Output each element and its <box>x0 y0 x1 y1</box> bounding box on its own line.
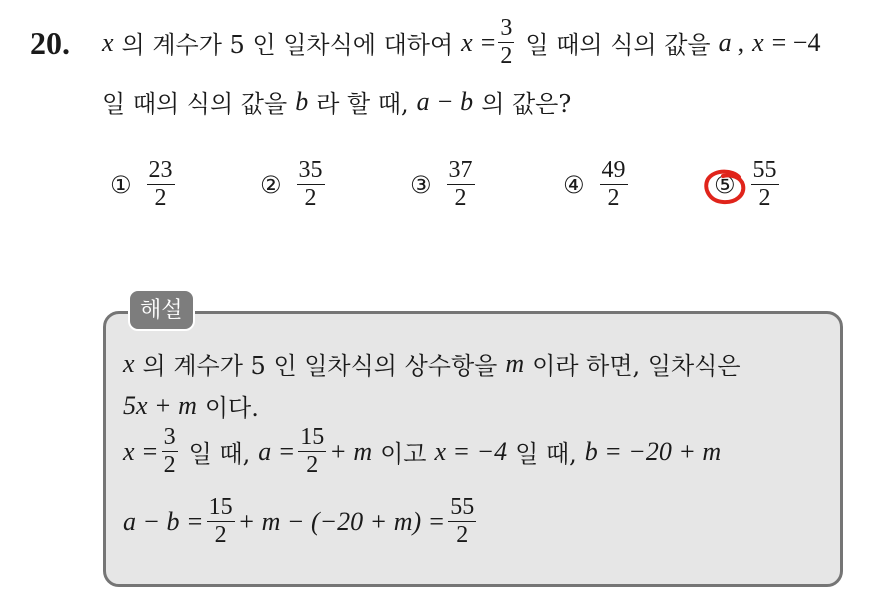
choice-marker: ⑤ <box>714 170 736 199</box>
fraction-denominator: 2 <box>454 185 467 212</box>
choice-fraction <box>147 158 175 211</box>
problem-line-1 <box>102 16 820 69</box>
var-a: a <box>718 27 732 57</box>
fraction-denominator: 2 <box>154 185 167 212</box>
equation-part: + m <box>329 436 373 466</box>
solution-text: 이다. <box>204 394 259 422</box>
choice-3[interactable] <box>410 158 478 211</box>
problem-text: 일 때의 식의 값을 <box>525 31 711 60</box>
problem-number: 20. <box>30 25 70 61</box>
fraction-denominator: 2 <box>758 185 771 212</box>
choice-marker: ① <box>110 170 132 199</box>
problem-line-2 <box>102 84 571 119</box>
choice-fraction <box>297 158 325 211</box>
solution-line-1 <box>123 346 741 381</box>
choice-4[interactable] <box>563 158 631 211</box>
var-b: b <box>295 86 309 116</box>
var-x: x <box>752 27 764 57</box>
fraction-numerator: 15 <box>300 424 325 450</box>
fraction <box>298 425 326 478</box>
solution-text: 일 때, <box>188 440 251 469</box>
choice-fraction <box>600 158 628 211</box>
choice-marker: ③ <box>410 170 432 199</box>
fraction-numerator: 3 <box>163 424 176 450</box>
var-m: m <box>505 348 525 378</box>
problem-text: 의 값은? <box>481 90 572 118</box>
solution-line-3 <box>123 425 721 478</box>
var-x: x <box>102 27 114 57</box>
equation-part: x = −4 <box>434 436 508 466</box>
choice-marker: ② <box>260 170 282 199</box>
fraction-numerator: 3 <box>500 15 513 41</box>
fraction-numerator: 55 <box>752 157 777 183</box>
fraction <box>207 495 235 548</box>
comma: , <box>737 27 745 57</box>
fraction-denominator: 2 <box>456 522 469 549</box>
choice-1[interactable] <box>110 158 178 211</box>
equation-part: + m − (−20 + m) = <box>237 506 446 536</box>
problem-text: 의 계수가 5 인 일차식에 대하여 <box>121 31 454 60</box>
fraction-numerator: 55 <box>450 494 475 520</box>
fraction-denominator: 2 <box>304 185 317 212</box>
equation-part: x = <box>123 436 159 466</box>
choice-2[interactable] <box>260 158 328 211</box>
fraction-numerator: 49 <box>601 157 626 183</box>
expression: 5x + m <box>123 390 197 420</box>
fraction-denominator: 2 <box>163 452 176 479</box>
fraction-numerator: 35 <box>298 157 323 183</box>
equals-value: = −4 <box>771 27 821 57</box>
equation-part: b = −20 + m <box>584 436 722 466</box>
choice-fraction <box>447 158 475 211</box>
solution-text: 이고 <box>380 440 427 469</box>
answer-circle-icon <box>703 167 751 207</box>
var-x: x <box>123 348 135 378</box>
equation-part: a − b = <box>123 506 204 536</box>
solution-line-2 <box>123 388 259 423</box>
fraction-denominator: 2 <box>607 185 620 212</box>
fraction-numerator: 23 <box>148 157 173 183</box>
choice-marker: ④ <box>563 170 585 199</box>
choice-fraction <box>751 158 779 211</box>
fraction-numerator: 37 <box>448 157 473 183</box>
solution-tag: 해설 <box>128 289 195 331</box>
fraction-denominator: 2 <box>306 452 319 479</box>
var-x: x <box>461 27 473 57</box>
fraction <box>448 495 476 548</box>
fraction-numerator: 15 <box>208 494 233 520</box>
expression-a-minus-b: a − b <box>416 86 474 116</box>
equation-part: a = <box>258 436 296 466</box>
fraction <box>162 425 178 478</box>
fraction-denominator: 2 <box>214 522 227 549</box>
fraction-denominator: 2 <box>500 43 513 70</box>
solution-text: 의 계수가 5 인 일차식의 상수항을 <box>142 352 498 380</box>
solution-text: 일 때, <box>515 440 577 469</box>
problem-text: 라 할 때, <box>316 90 409 118</box>
problem-text: 일 때의 식의 값을 <box>102 90 288 118</box>
solution-text: 이라 하면, 일차식은 <box>532 352 741 380</box>
fraction <box>498 16 514 69</box>
solution-line-4 <box>123 495 479 548</box>
equals-sign: = <box>480 27 496 57</box>
